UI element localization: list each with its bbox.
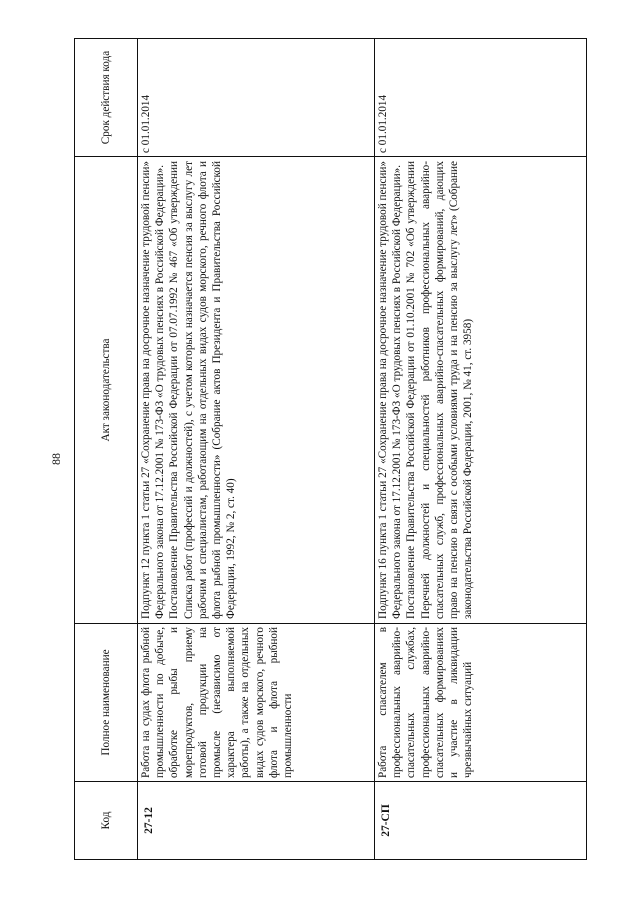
row-term: с 01.01.2014 xyxy=(138,39,375,157)
table-row xyxy=(138,39,375,860)
row-act-paragraph-2: Постановление Правительства Российской Федерации от 07.07.1992 № 467 «Об утверждении Списка работ (профессий и должностей), с учетом которых назначается пенсия за выслугу лет рабочим и специалистам, работающим на отдельных видах судов морского, речного флота и флота рыбной промышленности» (Собрание актов Президента и Правительства Российской Федерации, 1992, № 2, ст. 40) xyxy=(168,161,238,619)
table-row xyxy=(375,39,587,860)
page-number: 88 xyxy=(49,453,63,465)
row-act-paragraph-1: Подпункт 12 пункта 1 статьи 27 «Сохранение права на досрочное назначение трудовой пенсии» Федерального закона от 17.12.2001 № 173-ФЗ «О трудовых пенсиях в Российской Федерации». xyxy=(140,161,167,619)
codes-table xyxy=(74,38,587,860)
header-full-name: Полное наименование xyxy=(75,624,138,782)
header-term: Срок действия кода xyxy=(75,39,138,157)
header-act: Акт законодательства xyxy=(75,157,138,624)
row-act xyxy=(138,157,375,624)
row-full-name: Работа на судах флота рыбной промышленности по добыче, обработке рыбы и морепродуктов, приему готовой продукции на промысле (независимо от характера выполняемой работы), а также на отдельных видах судов морского, речного флота и флота рыбной промышленности xyxy=(138,624,375,782)
table-header-row xyxy=(75,39,138,860)
row-full-name: Работа спасателем в профессиональных аварийно-спасательных службах, профессиональных аварийно-спасательных формированиях и участие в ликвидации чрезвычайных ситуаций xyxy=(375,624,587,782)
row-act-paragraph-2: Постановление Правительства Российской Федерации от 01.10.2001 № 702 «Об утверждении Перечней должностей и специальностей работников профессиональных аварийно-спасательных служб, профессиональных аварийно-спасательных формирований, дающих право на пенсию в связи с особыми условиями труда и на пенсию за выслугу лет» (Собрание законодательства Российской Федерации, 2001, № 41, ст. 3958) xyxy=(405,161,475,619)
row-code: 27-СП xyxy=(375,782,587,860)
row-act-paragraph-1: Подпункт 16 пункта 1 статьи 27 «Сохранение права на досрочное назначение трудовой пенсии» Федерального закона от 17.12.2001 № 173-ФЗ «О трудовых пенсиях в Российской Федерации». xyxy=(377,161,404,619)
row-term: с 01.01.2014 xyxy=(375,39,587,157)
rotated-table-container xyxy=(74,39,587,860)
row-act xyxy=(375,157,587,624)
header-code: Код xyxy=(75,782,138,860)
row-code: 27-12 xyxy=(138,782,375,860)
